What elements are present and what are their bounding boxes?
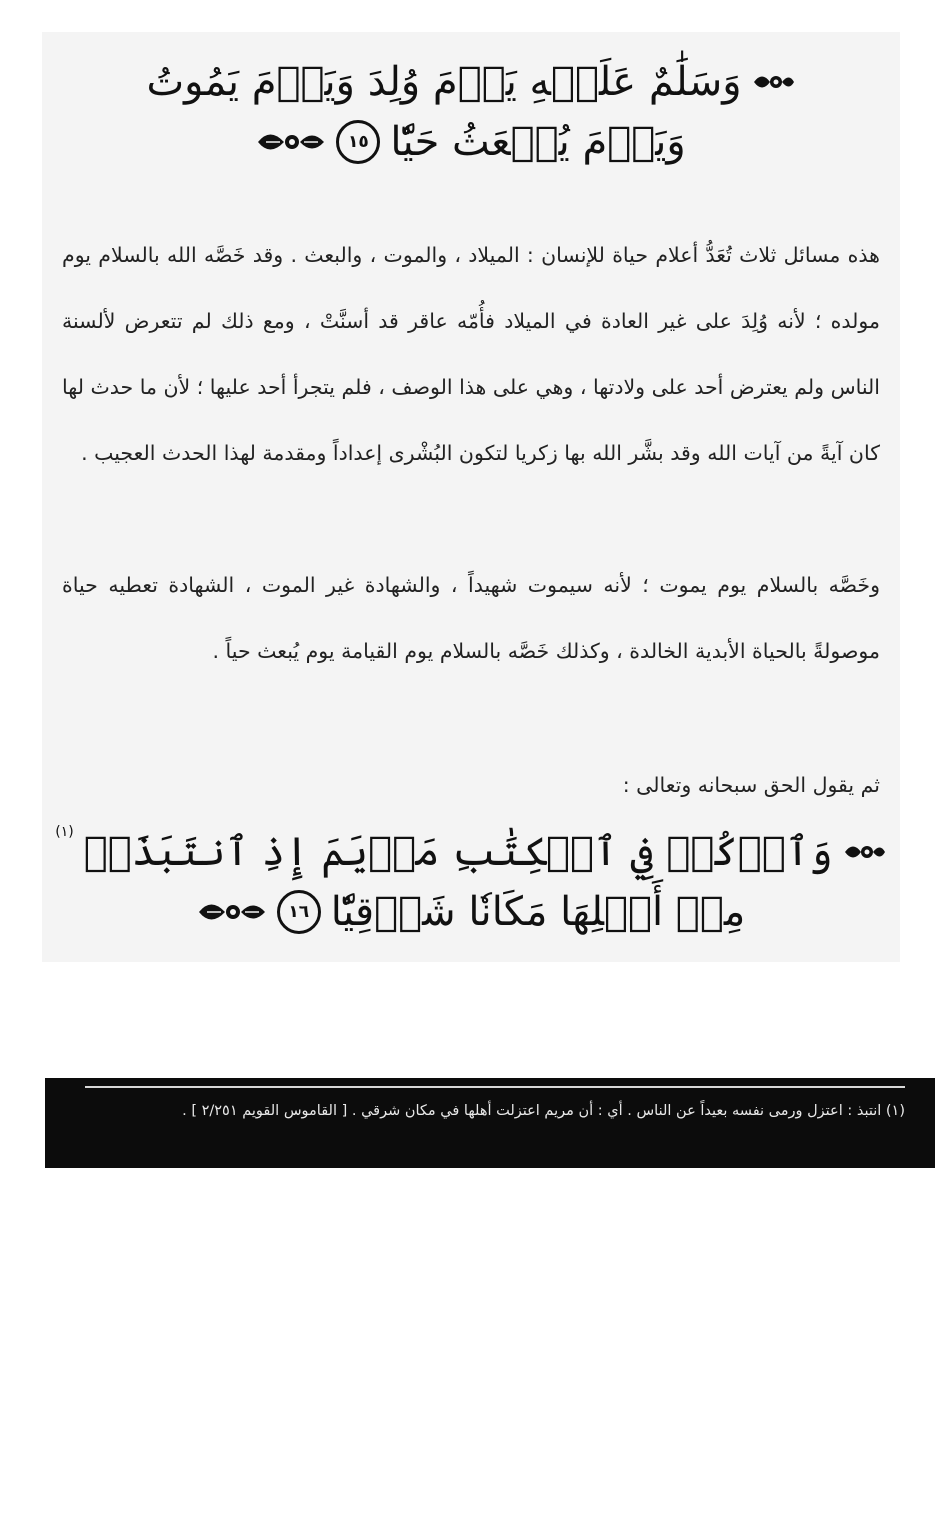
footnote-area [45, 1078, 935, 1168]
commentary-text-1: هذه مسائل ثلاث تُعَدُّ أعلام حياة للإنسان : الميلاد ، والموت ، والبعث . وقد خَصَّه الله بالسلام يوم مولده ؛ لأنه وُلِدَ على غير العادة في الميلاد فأُمّه عاقر قد أسنَّتْ ، ومع ذلك لم تتعرض لألسنة الناس ولم يعترض أحد على ولادتها ، وهي على هذا الوصف ، فلم يتجرأ أحد عليها ؛ لأن ما حدث لها كان آيةً من آيات الله وقد بشَّر الله بها زكريا لتكون البُشْرى إعداداً ومقدمة لهذا الحدث العجيب . [62, 243, 880, 465]
verse-15-text-2: وَيَوۡمَ يُبۡعَثُ حَيّٗا [390, 119, 686, 165]
verse-16-line-1 [42, 822, 900, 882]
verse-15-text-1: وَسَلَٰمٌ عَلَيۡهِ يَوۡمَ وُلِدَ وَيَوۡمَ يَمُوتُ [146, 59, 742, 105]
verse-16-number-badge: ١٦ [277, 890, 321, 934]
footnote-reference-mark: (١) [55, 824, 74, 840]
footnote-text: (١) انتبذ : اعتزل ورمى نفسه بعيداً عن الناس . أي : أن مريم اعتزلت أهلها في مكان شرقي . [ القاموس القويم ٢/٢٥١ ] . [182, 1103, 905, 1119]
verse-end-ornament-icon [197, 895, 267, 929]
commentary-paragraph-2 [62, 552, 880, 684]
verse-15-line-1 [42, 52, 900, 112]
verse-16 [42, 822, 900, 942]
verse-15 [42, 52, 900, 172]
book-page [42, 32, 900, 962]
verse-16-text-1: وَٱذۡكُرۡ فِي ٱلۡكِتَٰبِ مَرۡيَمَ إِذِ ٱنتَبَذَتۡ [83, 829, 833, 875]
verse-16-line-2 [42, 882, 900, 942]
commentary-paragraph-3 [62, 752, 880, 818]
commentary-text-2: وخَصَّه بالسلام يوم يموت ؛ لأنه سيموت شهيداً ، والشهادة غير الموت ، الشهادة تعطيه حياة موصولةً بالحياة الأبدية الخالدة ، وكذلك خَصَّه بالسلام يوم القيامة يوم يُبعث حياً . [62, 573, 880, 663]
footnote-divider [85, 1086, 905, 1088]
verse-16-text-2: مِنۡ أَهۡلِهَا مَكَانٗا شَرۡقِيّٗا [330, 889, 746, 935]
commentary-paragraph-1 [62, 222, 880, 486]
verse-15-number-badge: ١٥ [336, 120, 380, 164]
verse-start-ornament-icon [843, 837, 887, 867]
verse-end-ornament-icon [256, 125, 326, 159]
commentary-text-3: ثم يقول الحق سبحانه وتعالى : [622, 773, 880, 797]
verse-start-ornament-icon [752, 67, 796, 97]
verse-15-line-2 [42, 112, 900, 172]
